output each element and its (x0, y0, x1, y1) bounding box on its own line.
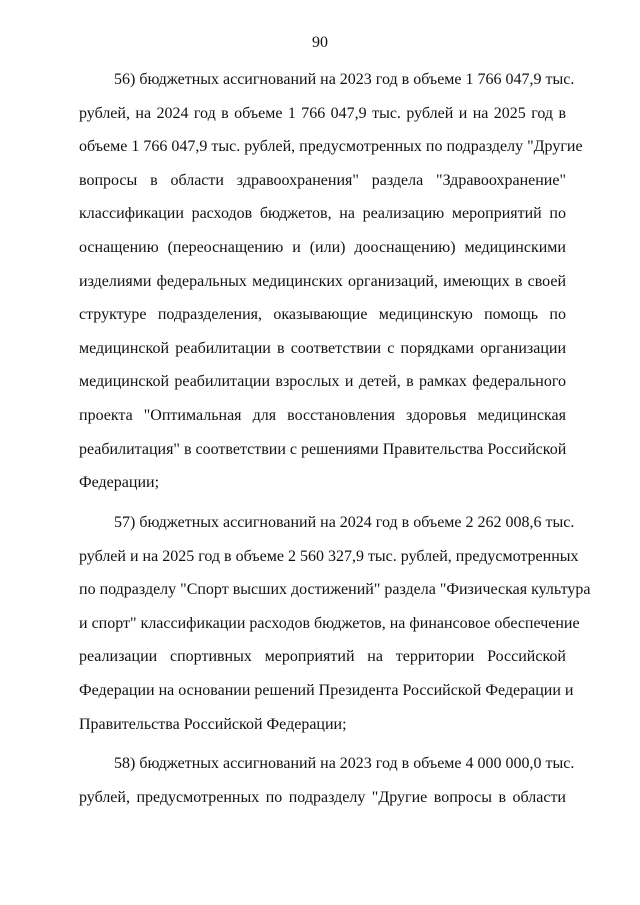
paragraph-line: реабилитация" в соответствии с решениями Правительства Российской (79, 440, 567, 458)
paragraph-line: оснащению (переоснащению и (или) дооснащению) медицинскими (79, 238, 566, 256)
paragraph-line: Федерации; (79, 474, 160, 492)
paragraph-item-57 (79, 506, 591, 741)
paragraph-line: 57) бюджетных ассигнований на 2024 год в объеме 2 262 008,6 тыс. (114, 514, 575, 531)
paragraph-line: рублей и на 2025 год в объеме 2 560 327,9 тыс. рублей, предусмотренных (79, 547, 579, 565)
paragraph-line: классификации расходов бюджетов, на реализацию мероприятий по (79, 205, 566, 223)
paragraph-line: рублей, предусмотренных по подразделу "Другие вопросы в области (79, 788, 566, 806)
page-number: 90 (312, 34, 328, 51)
paragraph-line: Федерации на основании решений Президента Российской Федерации и (79, 681, 574, 699)
paragraph-line: изделиями федеральных медицинских организаций, имеющих в своей (79, 272, 566, 290)
paragraph-line: медицинской реабилитации в соответствии с порядками организации (79, 339, 566, 357)
paragraph-line: медицинской реабилитации взрослых и детей, в рамках федерального (79, 373, 566, 391)
paragraph-item-56 (79, 63, 583, 500)
paragraph-line: 56) бюджетных ассигнований на 2023 год в объеме 1 766 047,9 тыс. (114, 71, 575, 88)
paragraph-line: реализации спортивных мероприятий на территории Российской (79, 648, 566, 666)
paragraph-line: объеме 1 766 047,9 тыс. рублей, предусмотренных по подразделу "Другие (79, 138, 583, 156)
paragraph-line: вопросы в области здравоохранения" раздела "Здравоохранение" (79, 171, 566, 189)
paragraph-line: проекта "Оптимальная для восстановления здоровья медицинская (79, 406, 566, 424)
paragraph-line: Правительства Российской Федерации; (79, 715, 347, 733)
paragraph-item-58 (79, 747, 575, 814)
paragraph-line: структуре подразделения, оказывающие медицинскую помощь по (79, 306, 566, 324)
paragraph-line: и спорт" классификации расходов бюджетов, на финансовое обеспечение (79, 614, 580, 632)
paragraph-line: 58) бюджетных ассигнований на 2023 год в объеме 4 000 000,0 тыс. (114, 755, 575, 772)
paragraph-line: рублей, на 2024 год в объеме 1 766 047,9 тыс. рублей и на 2025 год в (79, 104, 566, 122)
paragraph-line: по подразделу "Спорт высших достижений" раздела "Физическая культура (79, 581, 591, 599)
